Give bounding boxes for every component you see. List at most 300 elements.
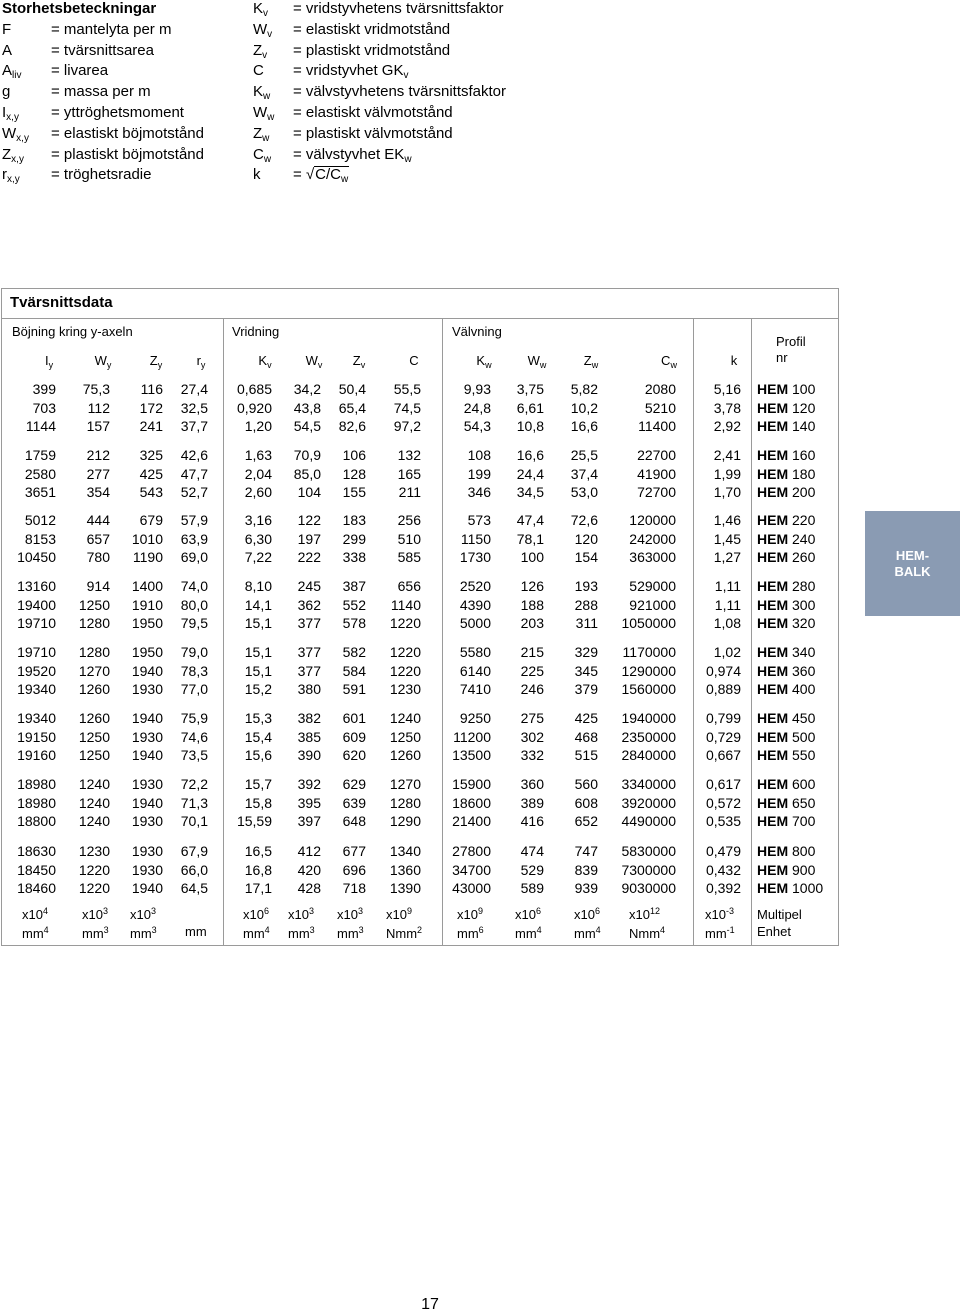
table-cell: 37,4	[570, 465, 598, 482]
unit-label: Nmm$^4$	[629, 925, 666, 941]
legend-description: = $√C/C_w$	[293, 166, 349, 186]
profile-size: 100	[792, 381, 816, 397]
table-cell: 74,5	[393, 399, 421, 416]
table-cell: 245	[297, 578, 321, 594]
table-cell: 3,16	[244, 512, 272, 528]
table-cell: 63,9	[180, 530, 208, 547]
table-cell: 128	[342, 465, 366, 482]
column-header-sub: v	[267, 360, 272, 370]
profile-series: HEM	[757, 776, 789, 792]
unit-cell	[130, 906, 157, 944]
table-cell: 193	[574, 578, 598, 594]
table-cell: 4490000	[621, 813, 676, 829]
table-cell: 5012	[24, 512, 56, 528]
unit-label-exp: -1	[726, 925, 735, 935]
table-cell: 1290	[389, 813, 421, 829]
table-cell: 3340000	[621, 776, 676, 792]
legend-symbol: $r_{x,y}$	[2, 166, 20, 186]
table-cell: 11400	[638, 418, 676, 434]
unit-multiplier-exp: 3	[308, 906, 314, 916]
column-header-sub: w	[539, 360, 547, 370]
table-cell: 54,5	[293, 418, 321, 434]
table-cell: 288	[574, 596, 598, 613]
table-cell: 112	[87, 399, 110, 416]
table-cell: 0,479	[705, 843, 741, 859]
legend-symbol: $Z_{x,y}$	[2, 145, 24, 165]
table-cell: 1,20	[244, 418, 272, 434]
legend-description: = plastiskt välvmotstånd	[293, 124, 453, 142]
profile-series: HEM	[757, 681, 789, 697]
legend-symbol-sub: x,y	[6, 112, 19, 123]
profile-size: 450	[792, 710, 816, 726]
profile-name	[757, 879, 823, 897]
legend-symbol-sub: v	[267, 28, 273, 40]
profile-series: HEM	[757, 843, 789, 859]
legend-description: = livarea	[51, 62, 109, 80]
table-cell: 47,4	[516, 512, 544, 528]
profile-size: 240	[792, 530, 816, 547]
table-cell: 1150	[460, 530, 491, 547]
profile-series: HEM	[757, 710, 789, 726]
column-header-sub: v	[317, 360, 323, 370]
table-cell: 25,5	[570, 447, 598, 463]
table-cell: 16,5	[244, 843, 272, 859]
profil-header-line2: nr	[776, 350, 788, 365]
divider	[2, 318, 838, 319]
unit-multiplier-exp: 6	[594, 906, 600, 916]
table-cell: 629	[342, 776, 366, 792]
table-cell: 27800	[452, 843, 491, 859]
table-cell: 379	[574, 681, 598, 697]
table-cell: 385	[297, 728, 321, 745]
table-cell: 1280	[389, 794, 421, 811]
legend-description: = mantelyta per m	[51, 20, 172, 38]
profile-series: HEM	[757, 381, 789, 397]
unit-label: Nmm$^2$	[386, 925, 423, 941]
table-cell: 914	[86, 578, 110, 594]
table-cell: 172	[139, 399, 163, 416]
table-cell: 346	[467, 484, 491, 500]
profile-name	[757, 465, 815, 483]
profile-name	[757, 861, 815, 879]
unit-multiplier: $x10^{12}$	[629, 906, 660, 922]
legend-symbol: $C_w$	[253, 145, 272, 165]
table-cell: 55,5	[393, 381, 421, 397]
table-cell: 839	[574, 861, 598, 878]
table-cell: 585	[397, 549, 421, 565]
table-cell: 1,02	[713, 644, 741, 660]
table-cell: 1250	[78, 596, 110, 613]
table-cell: 1250	[78, 747, 110, 763]
unit-multiplier: $x10^9$	[386, 906, 412, 922]
table-cell: 652	[574, 813, 598, 829]
unit-label: mm	[185, 924, 207, 939]
table-cell: 47,7	[180, 465, 208, 482]
table-cell: 52,7	[180, 484, 208, 500]
column-header-sub: y	[106, 360, 112, 370]
legend-symbol: F	[2, 20, 12, 38]
table-cell: 363000	[629, 549, 676, 565]
profile-series: HEM	[757, 728, 789, 745]
table-cell: 529000	[629, 578, 676, 594]
table-cell: 444	[86, 512, 110, 528]
table-cell: 3,78	[713, 399, 741, 416]
unit-multiplier: $x10^3$	[288, 906, 314, 922]
table-cell: 0,432	[705, 861, 741, 878]
table-cell: 222	[297, 549, 321, 565]
table-cell: 34,5	[516, 484, 544, 500]
table-cell: 70,1	[180, 813, 208, 829]
legend-description: = tröghetsradie	[51, 166, 152, 184]
profile-series: HEM	[757, 644, 789, 660]
table-cell: 543	[139, 484, 163, 500]
table-cell: 215	[520, 644, 544, 660]
table-cell: 1190	[132, 549, 163, 565]
table-cell: 3,75	[516, 381, 544, 397]
profile-size: 160	[792, 447, 816, 463]
table-cell: 108	[467, 447, 491, 463]
legend-description: = välvstyvhetens tvärsnittsfaktor	[293, 83, 507, 101]
table-cell: 0,974	[705, 662, 741, 679]
square-root-sub: w	[341, 174, 349, 186]
table-cell: 1220	[78, 861, 110, 878]
table-cell: 19400	[17, 596, 56, 613]
column-header-sub: v	[360, 360, 366, 370]
table-cell: 155	[342, 484, 366, 500]
column-header: $K_w$	[476, 353, 492, 370]
table-cell: 609	[342, 728, 366, 745]
table-cell: 42,6	[180, 447, 208, 463]
table-cell: 19150	[17, 728, 56, 745]
table-cell: 1220	[389, 662, 421, 679]
legend-symbol-sub: w	[263, 153, 272, 165]
table-cell: 412	[297, 843, 321, 859]
table-cell: 656	[397, 578, 421, 594]
profile-series: HEM	[757, 813, 789, 829]
legend-symbol: $I_{x,y}$	[2, 104, 19, 123]
unit-cell	[337, 906, 364, 944]
column-header-sub: y	[200, 360, 206, 370]
table-cell: 10450	[17, 549, 56, 565]
table-cell: 74,6	[180, 728, 208, 745]
table-cell: 256	[397, 512, 421, 528]
unit-multiplier-exp: 4	[42, 906, 48, 916]
table-cell: 15,2	[244, 681, 272, 697]
table-cell: 75,3	[82, 381, 110, 397]
table-cell: 657	[86, 530, 110, 547]
unit-multiplier-exp: -3	[725, 906, 734, 916]
profile-name	[757, 812, 815, 830]
table-cell: 19710	[17, 615, 56, 631]
table-cell: 1250	[389, 728, 421, 745]
profile-name	[757, 842, 815, 860]
table-cell: 80,0	[180, 596, 208, 613]
profile-size: 300	[792, 596, 816, 613]
unit-label: $mm^3$	[288, 925, 315, 941]
table-cell: 1340	[389, 843, 421, 859]
table-cell: 27,4	[180, 381, 208, 397]
table-cell: 9250	[459, 710, 491, 726]
profile-size: 260	[792, 549, 816, 565]
profile-size: 500	[792, 728, 816, 745]
table-cell: 1,46	[713, 512, 741, 528]
table-cell: 1170000	[622, 644, 676, 660]
column-header: $K_v$	[258, 353, 272, 370]
table-caption: Tvärsnittsdata	[10, 294, 113, 311]
unit-multiplier: $x10^6$	[574, 906, 600, 922]
legend-description: = plastiskt böjmotstånd	[51, 145, 204, 163]
unit-cell	[757, 906, 802, 940]
square-root-radicand: $C/C_w$	[315, 166, 349, 186]
profile-size: 550	[792, 747, 816, 763]
table-cell: 2350000	[621, 728, 676, 745]
table-cell: 560	[574, 776, 598, 792]
profile-series: HEM	[757, 880, 789, 896]
table-cell: 0,617	[705, 776, 741, 792]
unit-cell	[288, 906, 315, 944]
profile-name	[757, 746, 815, 764]
table-cell: 382	[297, 710, 321, 726]
table-cell: 1,99	[713, 465, 741, 482]
table-cell: 1290000	[621, 662, 676, 679]
table-cell: 120	[574, 530, 598, 547]
table-cell: 69,0	[180, 549, 208, 565]
table-cell: 18450	[17, 861, 56, 878]
table-cell: 10,8	[516, 418, 544, 434]
table-cell: 5580	[459, 644, 491, 660]
table-cell: 2,60	[244, 484, 272, 500]
column-header-sub: y	[48, 360, 54, 370]
table-cell: 677	[342, 843, 366, 859]
table-cell: 54,3	[463, 418, 491, 434]
profile-name	[757, 794, 815, 812]
table-cell: 1940	[131, 710, 163, 726]
table-cell: 1,11	[714, 596, 741, 613]
unit-multiplier-exp: 9	[477, 906, 483, 916]
table-cell: 24,8	[463, 399, 491, 416]
unit-cell	[457, 906, 484, 944]
unit-cell	[185, 906, 207, 940]
unit-label-exp: 4	[660, 925, 666, 935]
legend-symbol-sub: v	[262, 49, 268, 61]
table-cell: 1,45	[713, 530, 741, 547]
profil-header	[776, 334, 806, 366]
table-cell: 19710	[17, 644, 56, 660]
table-cell: 425	[574, 710, 598, 726]
table-cell: 41900	[637, 465, 676, 482]
profile-name	[757, 643, 815, 661]
table-cell: 24,4	[516, 465, 544, 482]
unit-label-exp: 6	[478, 925, 484, 935]
table-cell: 1,08	[713, 615, 741, 631]
unit-cell	[629, 906, 665, 944]
profile-name	[757, 577, 815, 595]
profile-name	[757, 596, 815, 614]
table-cell: 78,3	[180, 662, 208, 679]
table-cell: 21400	[452, 813, 491, 829]
table-cell: 57,9	[180, 512, 208, 528]
table-cell: 2840000	[621, 747, 676, 763]
profile-name	[757, 680, 815, 698]
table-cell: 0,572	[705, 794, 741, 811]
table-cell: 7300000	[621, 861, 676, 878]
legend-symbol: $W_{x,y}$	[2, 124, 29, 144]
profile-series: HEM	[757, 530, 789, 547]
table-cell: 15,1	[244, 644, 272, 660]
group-warping: Välvning	[452, 324, 502, 339]
table-cell: 225	[520, 662, 544, 679]
table-cell: 116	[140, 381, 163, 397]
profile-name	[757, 380, 815, 398]
table-cell: 3920000	[621, 794, 676, 811]
table-cell: 34,2	[293, 381, 321, 397]
table-cell: 552	[342, 596, 366, 613]
table-cell: 338	[342, 549, 366, 565]
column-header: $Z_w$	[583, 353, 599, 370]
legend-symbol-sub: x,y	[11, 153, 24, 165]
square-root-expression	[306, 166, 349, 184]
table-cell: 1050000	[621, 615, 676, 631]
table-cell: 2,41	[713, 447, 741, 463]
table-cell: 5210	[644, 399, 676, 416]
table-cell: 399	[32, 381, 56, 397]
legend-title: Storhetsbeteckningar	[2, 0, 157, 17]
table-cell: 1730	[459, 549, 491, 565]
table-cell: 589	[520, 880, 544, 896]
unit-multiplier: $x10^6$	[243, 906, 269, 922]
table-cell: 302	[520, 728, 544, 745]
table-cell: 53,0	[570, 484, 598, 500]
table-cell: 15,1	[244, 615, 272, 631]
unit-multiplier-exp: 3	[150, 906, 156, 916]
table-cell: 1280	[78, 615, 110, 631]
profile-name	[757, 548, 815, 566]
table-cell: 679	[139, 512, 163, 528]
table-cell: 1360	[389, 861, 421, 878]
unit-multiplier-exp: 9	[406, 906, 412, 916]
unit-multiplier: $x10^6$	[515, 906, 541, 922]
legend-symbol: $K_w$	[253, 83, 271, 103]
profile-size: 120	[792, 399, 816, 416]
table-cell: 1930	[131, 681, 163, 697]
table-cell: 1940000	[621, 710, 676, 726]
legend-symbol: $Z_v$	[253, 41, 268, 61]
table-cell: 5000	[459, 615, 491, 631]
table-cell: 8153	[24, 530, 56, 547]
table-cell: 9,93	[463, 381, 491, 397]
profile-name	[757, 417, 815, 435]
table-cell: 72,6	[570, 512, 598, 528]
table-cell: 74,0	[180, 578, 208, 594]
profile-size: 220	[792, 512, 816, 528]
legend-description: = elastiskt vridmotstånd	[293, 20, 451, 38]
table-cell: 0,729	[705, 728, 741, 745]
table-cell: 18800	[17, 813, 56, 829]
unit-label: $mm^3$	[82, 925, 109, 941]
table-cell: 0,535	[705, 813, 741, 829]
unit-label: $mm^{-1}$	[705, 925, 735, 941]
legend-symbol: C	[253, 62, 264, 80]
table-cell: 299	[342, 530, 366, 547]
profile-series: HEM	[757, 578, 789, 594]
table-cell: 1240	[78, 813, 110, 829]
unit-multiplier-exp: 3	[357, 906, 363, 916]
table-cell: 1220	[389, 615, 421, 631]
unit-multiplier: $x10^3$	[130, 906, 156, 922]
table-cell: 18630	[17, 843, 56, 859]
legend-symbol: g	[2, 83, 11, 101]
unit-multiplier	[185, 906, 207, 923]
profile-series: HEM	[757, 512, 789, 528]
table-cell: 85,0	[293, 465, 321, 482]
table-cell: 5,16	[713, 381, 741, 397]
unit-cell	[515, 906, 542, 944]
profile-size: 200	[792, 484, 816, 500]
table-cell: 362	[297, 596, 321, 613]
column-header: k	[730, 353, 738, 368]
table-cell: 0,799	[705, 710, 741, 726]
profile-series: HEM	[757, 484, 789, 500]
table-cell: 1260	[78, 710, 110, 726]
unit-multiplier: $x10^{-3}$	[705, 906, 734, 922]
table-cell: 425	[139, 465, 163, 482]
profile-series: HEM	[757, 615, 789, 631]
table-cell: 66,0	[180, 861, 208, 878]
table-cell: 122	[297, 512, 321, 528]
unit-cell	[82, 906, 109, 944]
table-cell: 132	[397, 447, 421, 463]
table-cell: 203	[520, 615, 544, 631]
table-cell: 311	[575, 615, 598, 631]
profile-series: HEM	[757, 549, 789, 565]
table-cell: 1940	[131, 794, 163, 811]
profile-name	[757, 483, 815, 501]
table-cell: 389	[520, 794, 544, 811]
table-cell: 1930	[131, 861, 163, 878]
table-cell: 608	[574, 794, 598, 811]
unit-label-exp: 4	[536, 925, 542, 935]
table-cell: 1400	[131, 578, 163, 594]
table-cell: 390	[297, 747, 321, 763]
table-cell: 16,6	[570, 418, 598, 434]
table-cell: 106	[342, 447, 366, 463]
table-cell: 1950	[131, 644, 163, 660]
table-cell: 157	[86, 418, 110, 434]
profile-size: 700	[792, 813, 816, 829]
unit-label: $mm^3$	[130, 925, 157, 941]
unit-multiplier: $x10^9$	[457, 906, 483, 922]
table-cell: 510	[397, 530, 421, 547]
table-cell: 1930	[131, 728, 163, 745]
table-cell: 37,7	[180, 418, 208, 434]
unit-multiplier: $x10^3$	[82, 906, 108, 922]
table-cell: 578	[342, 615, 366, 631]
table-cell: 420	[297, 861, 321, 878]
unit-cell	[705, 906, 735, 944]
table-cell: 212	[86, 447, 110, 463]
table-cell: 1,11	[714, 578, 741, 594]
unit-label-exp: 4	[595, 925, 601, 935]
table-cell: 584	[342, 662, 366, 679]
table-cell: 19340	[17, 710, 56, 726]
legend-description: = välvstyvhet $EK_w$	[293, 145, 412, 165]
unit-label: $mm^4$	[22, 925, 49, 941]
unit-multiplier: $x10^4$	[22, 906, 48, 922]
profile-series: HEM	[757, 662, 789, 679]
unit-multiplier-exp: 6	[263, 906, 269, 916]
table-cell: 0,920	[236, 399, 272, 416]
profile-name	[757, 662, 815, 680]
